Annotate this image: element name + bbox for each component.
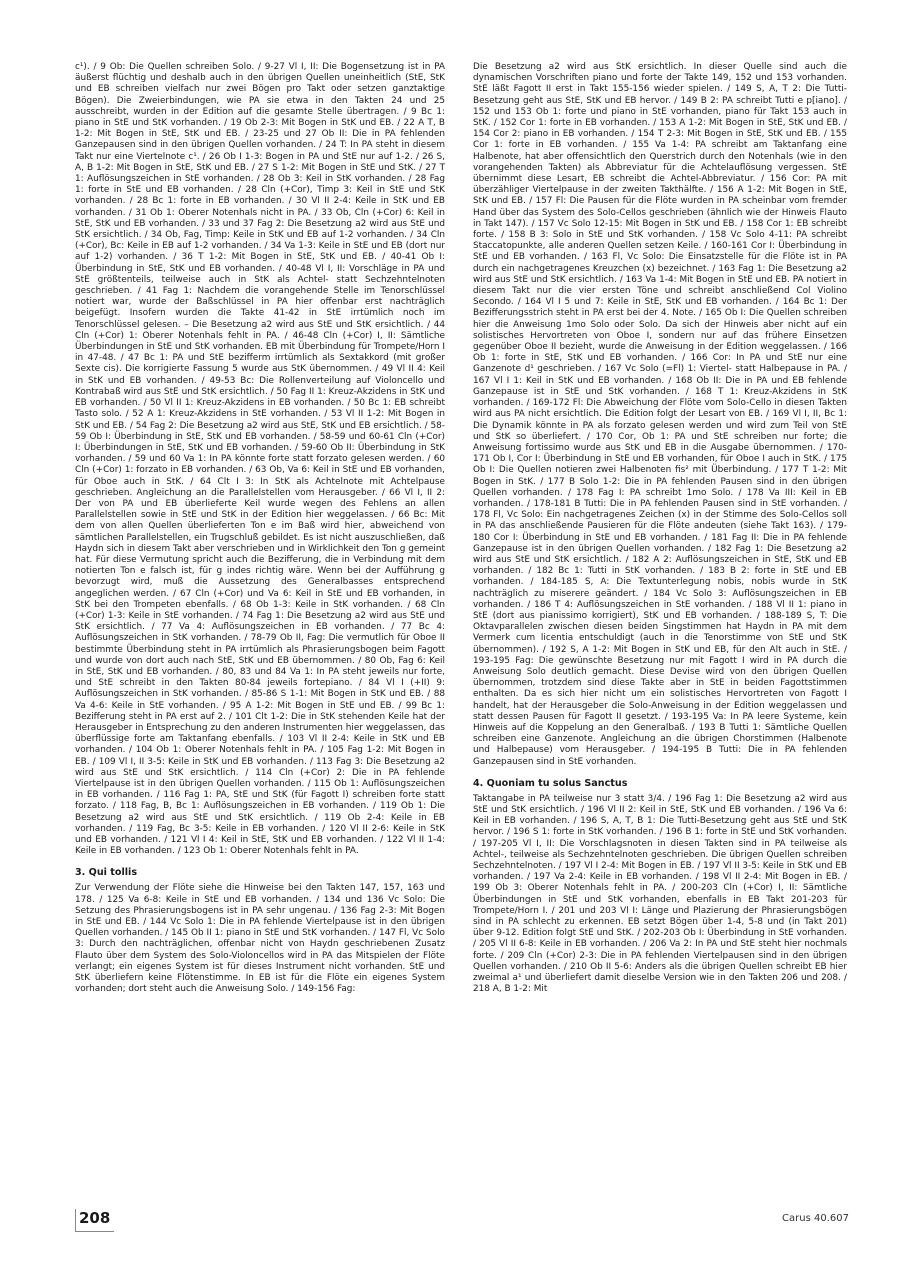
- section-heading-quoniam: 4. Quoniam tu solus Sanctus: [473, 777, 628, 789]
- left-paragraph-1: c¹). / 9 Ob: Die Quellen schreiben Solo. / 9-27 Vl I, II: Die Bogensetzung ist in PA äußerst flüchtig und deshalb auch in den übrigen Quellen uneinheitlich (StE, StK und EB schreiben vielfach nur zwei Bögen pro Takt oder setzen ganztaktige Bögen). Die Zweierbindungen, wie PA sie etwa in den Takten 24 und 25 ausschreibt, wurden in der Edition auf die gesamte Stelle übertragen. / 9 Bc 1: piano in StE und StK vorhanden. / 19 Ob 2-3: Mit Bogen in StK und EB. / 22 A T, B 1-2: Mit Bogen in StE, StK und EB. / 23-25 und 27 Ob II: Die in PA fehlenden Ganzepausen sind in den übrigen Quellen vorhanden. / 24 T: In PA steht in diesem Takt nur eine Viertelnote c¹. / 26 Ob I 1-3: Bogen in PA und StE nur auf 1-2. / 26 S, A, B 1-2: Mit Bogen in StE, StK und EB. / 27 S 1-2: Mit Bogen in StE und StK. / 27 T 1: Auflösungszeichen in StE vorhanden. / 28 Ob 3: Keil in StK vorhanden. / 28 Fag 1: forte in StE und EB vorhanden. / 28 Cln (+Cor), Timp 3: Keil in StE und StK vorhanden. / 28 Bc 1: forte in EB vorhanden. / 30 Vl II 2-4: Keile in StK und EB vorhanden. / 31 Ob 1: Oberer Notenhals nicht in PA. / 33 Ob, Cln (+Cor) 6: Keil in StE, StK und EB vorhanden. / 33 und 37 Fag 2: Die Besetzung a2 wird aus StE und StK ersichtlich. / 34 Ob, Fag, Timp: Keile in StK und EB auf 1-2 vorhanden. / 34 Cln (+Cor), Bc: Keile in EB auf 1-2 vorhanden. / 34 Va 1-3: Keile in StE und EB (dort nur auf 1-2) vorhanden. / 36 T 1-2: Mit Bogen in StE, StK und EB. / 40-41 Ob I: Überbindung in StE, StK und EB vorhanden. / 40-48 Vl I, II: Vorschläge in PA und StE größtenteils, teilweise auch in StK als Achtel- statt Sechzehntelnoten geschrieben. / 41 Fag 1: Nachdem die vorangehende Stelle im Tenorschlüssel notiert war, wurde der Baßschlüssel in PA hier offenbar erst nachträglich beigefügt. Insofern wurden die Takte 41-42 in StE irrtümlich noch im Tenorschlüssel gelesen. – Die Besetzung a2 wird aus StE und StK ersichtlich. / 44 Cln (+Cor) 1: Oberer Notenhals fehlt in PA. / 46-48 Cln (+Cor) I, II: Sämtliche Überbindungen in StE und StK vorhanden. EB mit Überbindung für Trompete/Horn I in 47-48. / 47 Bc 1: PA und StE bezifferm irrtümlich als Sextakkord (mit großer Sexte cis). Die korrigierte Fassung 5 wurde aus StK übernommen. / 49 Vl II 4: Keil in StK und EB vorhanden. / 49-53 Bc: Die Rollenverteilung auf Violoncello und Kontrabaß wird aus StE und StK ersichtlich. / 50 Fag II 1: Kreuz-Akzidens in StK und EB vorhanden. / 50 Vl II 1: Kreuz-Akzidens in EB vorhanden. / 50 Bc 1: EB schreibt Tasto solo. / 52 A 1: Kreuz-Akzidens in StE vorhanden. / 53 Vl II 1-2: Mit Bogen in StK und EB. / 54 Fag 2: Die Besetzung a2 wird aus StE, StK und EB ersichtlich. / 58-59 Ob I: Überbindung in StE, StK und EB vorhanden. / 58-59 und 60-61 Cln (+Cor) I: Überbindungen in StE, StK und EB vorhanden. / 59-60 Ob II: Überbindung in StK vorhanden. / 59 und 60 Va 1: In PA könnte forte statt forzato gelesen werden. / 60 Cln (+Cor) 1: forzato in EB vorhanden. / 63 Ob, Va 6: Keil in StE und EB vorhanden, für Oboe auch in StK. / 64 Clt I 3: In StK als Achtelnote mit Achtelpause geschrieben. Angleichung an die Parallelstellen vom Herausgeber. / 66 Vl I, II 2: Der von PA und EB überlieferte Keil wurde wegen des Fehlens an allen Parallelstellen sowie in StE und StK in der Edition hier weggelassen. / 66 Bc: Mit dem von allen Quellen überlieferten Ton e im Baß wird hier, abweichend von sämtlichen Parallelstellen, ein Trugschluß gebildet. Es ist nicht auszuschließen, daß Haydn sich in diesem Takt aber verschrieben und in Wirklichkeit den Ton g gemeint hat. Für diese Vermutung spricht auch die Bezifferung, die in Verbindung mit dem notierten Ton e falsch ist, für g indes richtig wäre. Wenn bei der Aufführung g bevorzugt wird, muß die Aussetzung des Generalbasses entsprechend angeglichen werden. / 67 Cln (+Cor) und Va 6: Keil in StE und EB vorhanden, in StK bei den Trompeten ebenfalls. / 68 Ob 1-3: Keile in StK vorhanden. / 68 Cln (+Cor) 1-3: Keile in StE vorhanden. / 74 Fag 1: Die Besetzung a2 wird aus StE und StK ersichtlich. / 77 Va 4: Auflösungszeichen in EB vorhanden. / 77 Bc 4: Auflösungszeichen in StK vorhanden. / 78-79 Ob II, Fag: Die vermutlich für Oboe II bestimmte Überbindung steht in PA irrtümlich als Phrasierungsbogen beim Fagott und wurde von dort auch nach StE, StK und EB übernommen. / 80 Ob, Fag 6: Keil in StE, StK und EB vorhanden. / 80, 83 und 84 Va 1: In PA steht jeweils nur forte, und StE schreibt in den Takten 80-84 jeweils fortepiano. / 84 Vl I (+II) 9: Auflösungszeichen in StK vorhanden. / 85-86 S 1-1: Mit Bogen in StK und EB. / 88 Va 4-6: Keile in StE vorhanden. / 95 A 1-2: Mit Bogen in StE und EB. / 99 Bc 1: Bezifferung steht in PA erst auf 2. / 101 Clt 1-2: Die in StK stehenden Keile hat der Herausgeber in Entsprechung zu den anderen Instrumenten hier weggelassen, das überflüssige forte am Taktanfang ebenfalls. / 103 Vl II 2-4: Keile in StK und EB vorhanden. / 104 Ob 1: Oberer Notenhals fehlt in PA. / 105 Fag 1-2: Mit Bogen in EB. / 109 Vl I, II 3-5: Keile in StK und EB vorhanden. / 113 Fag 3: Die Besetzung a2 wird aus StE und StK ersichtlich. / 114 Cln (+Cor) 2: Die in PA fehlende Viertelpause ist in den übrigen Quellen vorhanden. / 115 Ob 1: Auflösungszeichen in EB vorhanden. / 116 Fag 1: PA, StE und StK (für Fagott I) schreiben forte statt forzato. / 118 Fag, B, Bc 1: Auflösungszeichen in EB vorhanden. / 119 Ob 1: Die Besetzung a2 wird aus StE und StK ersichtlich. / 119 Ob 2-4: Keile in EB vorhanden. / 119 Fag, Bc 3-5: Keile in EB vorhanden. / 120 Vl II 2-6: Keile in StK und EB vorhanden. / 121 Vl I 4: Keil in StE, StK und EB vorhanden. / 122 Vl II 1-4: Keile in EB vorhanden. / 123 Ob 1: Oberer Notenhals fehlt in PA.: [75, 62, 445, 857]
- section-heading-qui-tollis: 3. Qui tollis: [75, 867, 138, 879]
- left-column: [75, 62, 445, 1232]
- left-paragraph-2: Zur Verwendung der Flöte siehe die Hinweise bei den Takten 147, 157, 163 und 178. / 125 Va 6-8: Keile in StE und EB vorhanden. / 134 und 136 Vc Solo: Die Setzung des Phrasierungsbogens ist in PA sehr ungenau. / 136 Fag 2-3: Mit Bogen in StE und EB. / 144 Vc Solo 1: Die in PA fehlende Viertelpause ist in den übrigen Quellen vorhanden. / 145 Ob II 1: piano in StE und StK vorhanden. / 147 Fl, Vc Solo 3: Durch den nachträglichen, offenbar nicht von Haydn geschriebenen Zusatz Flauto über dem System des Solo-Violoncellos wird in PA das Mitspielen der Flöte verlangt; ein eigenes System ist für dieses Instrument nicht vorhanden. StE und StK überliefern keine Flötenstimme. In EB ist für die Flöte ein eigenes System vorhanden; dort steht auch die Anweisung Solo. / 149-156 Fag:: [75, 883, 445, 995]
- right-column: [473, 62, 847, 1232]
- right-paragraph-2: Taktangabe in PA teilweise nur 3 statt 3/4. / 196 Fag 1: Die Besetzung a2 wird aus StE und StK ersichtlich. / 196 Vl II 2: Keil in StE, StK und EB vorhanden. / 196 Va 6: Keil in EB vorhanden. / 196 S, A, T, B 1: Die Tutti-Besetzung geht aus StE und StK hervor. / 196 S 1: forte in StK vorhanden. / 196 B 1: forte in StE und StK vorhanden. / 197-205 Vl I, II: Die Vorschlagsnoten in diesen Takten sind in PA teilweise als Achtel-, teilweise als Sechzehntelnoten geschrieben. Die übrigen Quellen schreiben Sechzehntelnoten. / 197 Vl I 2-4: Mit Bogen in EB. / 197 Vl II 3-5: Keile in StK und EB vorhanden. / 197 Va 2-4: Keile in EB vorhanden. / 198 Vl II 2-4: Mit Bogen in EB. / 199 Ob 3: Oberer Notenhals fehlt in PA. / 200-203 Cln (+Cor) I, II: Sämtliche Überbindungen in StE und StK vorhanden, ebenfalls in EB Takt 201-203 für Trompete/Horn I. / 201 und 203 Vl I: Länge und Plazierung der Phrasierungsbögen sind in PA schlecht zu erkennen. EB setzt Bögen über 1-4, 5-8 und (in Takt 201) über 9-12. Edition folgt StE und StK. / 202-203 Ob I: Überbindung in StE vorhanden. / 205 Vl II 6-8: Keile in EB vorhanden. / 206 Va 2: In PA und StE steht hier nochmals forte. / 209 Cln (+Cor) 2-3: Die in PA fehlenden Viertelpausen sind in den übrigen Quellen vorhanden. / 210 Ob II 5-6: Anders als die übrigen Quellen schreibt EB hier zweimal a¹ und überliefert damit dieselbe Version wie in den Takten 206 und 208. / 218 A, B 1-2: Mit: [473, 793, 847, 995]
- page-number: 208: [75, 1209, 114, 1232]
- right-paragraph-1: Die Besetzung a2 wird aus StK ersichtlich. In dieser Quelle sind auch die dynamischen Vorschriften piano und forte der Takte 149, 152 und 153 vorhanden. StE läßt Fagott II erst in Takt 155-156 wieder spielen. / 149 S, A, T 2: Die Tutti-Besetzung geht aus StE, StK und EB hervor. / 149 B 2: PA schreibt Tutti e p[iano]. / 152 und 153 Ob 1: forte und piano in StE vorhanden, piano für Takt 153 auch in StK. / 152 Cor 1: forte in EB vorhanden. / 153 A 1-2: Mit Bogen in StE, StK und EB. / 154 Cor 2: piano in EB vorhanden. / 154 T 2-3: Mit Bogen in StE, StK und EB. / 155 Cor 1: forte in EB vorhanden. / 155 Va 1-4: PA schreibt am Taktanfang eine Halbenote, hat aber offensichtlich den Querstrich durch den Notenhals (wie in den vorangehenden Takten) als Abbreviatur für die Achtelauflösung vergessen. StE übernimmt diese Lesart, EB schreibt die Achtel-Abbreviatur. / 156 Cor: PA mit überzähliger Viertelpause in der zweiten Takthälfte. / 156 A 1-2: Mit Bogen in StE, StK und EB. / 157 Fl: Die Pausen für die Flöte wurden in PA scheinbar vom fremder Hand über das System des Solo-Cellos geschrieben (ähnlich wie der Hinweis Flauto in Takt 147). / 157 Vc Solo 12-15: Mit Bogen in StK und EB. / 158 Cor 1: EB schreibt forte. / 158 B 3: Solo in StE und StK vorhanden. / 158 Vc Solo 4-11: PA schreibt Staccatopunkte, alle anderen Quellen setzen Keile. / 160-161 Cor I: Überbindung in StE und EB vorhanden. / 163 Fl, Vc Solo: Die Einsatzstelle für die Flöte ist in PA durch ein nachgetragenes Kreuzchen (x) bezeichnet. / 163 Fag 1: Die Besetzung a2 wird aus StE und StK ersichtlich. / 163 Va 1-4: Mit Bogen in StE und EB. PA notiert in diesem Takt nur die vier ersten Töne und schreibt anschließend Col Violino Secondo. / 164 Vl I 5 und 7: Keile in StE, StK und EB vorhanden. / 164 Bc 1: Der Bezifferungsstrich steht in PA erst bei der 4. Note. / 165 Ob I: Die Quellen schreiben hier die Anweisung 1mo Solo oder Solo. Da sich der Hinweis aber nicht auf ein solistisches Hervortreten von Oboe I, sondern nur auf das frühere Einsetzen gegenüber Oboe II bezieht, wurde die Anweisung in der Edition weggelassen. / 166 Ob 1: forte in StE, StK und EB vorhanden. / 166 Cor: In PA und StE nur eine Ganzenote d¹ geschrieben. / 167 Vc Solo (=Fl) 1: Viertel- statt Halbepause in PA. / 167 Vl I 1: Keil in StK und EB vorhanden. / 168 Ob II: Die in PA und EB fehlende Ganzepause ist in StE und StK vorhanden. / 168 T 1: Kreuz-Akzidens in StK vorhanden. / 169-172 Fl: Die Abweichung der Flöte vom Solo-Cello in diesen Takten wird aus PA nicht ersichtlich. Die Edition folgt der Lesart von EB. / 169 Vl I, II, Bc 1: Die Dynamik könnte in PA als forzato gelesen werden und wird zum Teil von StE und StK so überliefert. / 170 Cor, Ob 1: PA und StE schreiben nur forte; die Anweisung fortissimo wurde aus StK und EB in die Ausgabe übernommen. / 170-171 Ob I, Cor I: Überbindung in StE und EB vorhanden, für Oboe I auch in StK. / 175 Ob I: Die Quellen notieren zwei Halbenoten fis² mit Überbindung. / 177 T 1-2: Mit Bogen in StK. / 177 B Solo 1-2: Die in PA fehlenden Pausen sind in den übrigen Quellen vorhanden. / 178 Fag I: PA schreibt 1mo Solo. / 178 Va III: Keil in EB vorhanden. / 178-181 B Tutti: Die in PA fehlenden Pausen sind in StE vorhanden. / 178 Fl, Vc Solo: Ein nachgetragenes Zeichen (x) in der Stimme des Solo-Cellos soll in PA das anschließende Pausieren für die Flöte andeuten (siehe Takt 163). / 179-180 Cor I: Überbindung in StE und EB vorhanden. / 181 Fag II: Die in PA fehlende Ganzepause ist in den übrigen Quellen vorhanden. / 182 Fag 1: Die Besetzung a2 wird aus StE und StK ersichtlich. / 182 A 2: Auflösungszeichen in StE, StK und EB vorhanden. / 182 Bc 1: Tutti in StK vorhanden. / 183 B 2: forte in StE und EB vorhanden. / 184-185 S, A: Die Textunterlegung nobis, nobis wurde in StK nachträglich zu miserere geändert. / 184 Vc Solo 3: Auflösungszeichen in EB vorhanden. / 186 T 4: Auflösungszeichen in StE vorhanden. / 188 Vl II 1: piano in StE (dort aus pianissimo korrigiert), StK und EB vorhanden. / 188-189 S, T: Die Oktavparallelen zwischen diesen beiden Singstimmen hat Haydn in PA mit dem Vermerk cum licentia entschuldigt (auch in die Tenorstimme von StE und StK übernommen). / 192 S, A 1-2: Mit Bogen in StK und EB, für den Alt auch in StE. / 193-195 Fag: Die gewünschte Besetzung nur mit Fagott I wird in PA durch die Anweisung Solo deutlich gemacht. Diese Devise wird von den übrigen Quellen übernommen, trotzdem sind diese Takte aber in StE in beiden Fagottstimmen enthalten. Da es sich hier nicht um ein solistisches Hervortreten von Fagott I handelt, hat der Herausgeber die Solo-Anweisung in der Edition weggelassen und statt dessen Pausen für Fagott II gesetzt. / 193-195 Va: In PA leere Systeme, kein Hinweis auf die Koppelung an den Generalbaß. / 193 B Tutti 1: Sämtliche Quellen schreiben eine Ganzenote. Angleichung an die übrigen Chorstimmen (Halbenote und Halbepause) vom Herausgeber. / 194-195 B Tutti: Die in PA fehlenden Ganzepausen sind in StE vorhanden.: [473, 62, 847, 767]
- catalog-number: Carus 40.607: [782, 1213, 849, 1224]
